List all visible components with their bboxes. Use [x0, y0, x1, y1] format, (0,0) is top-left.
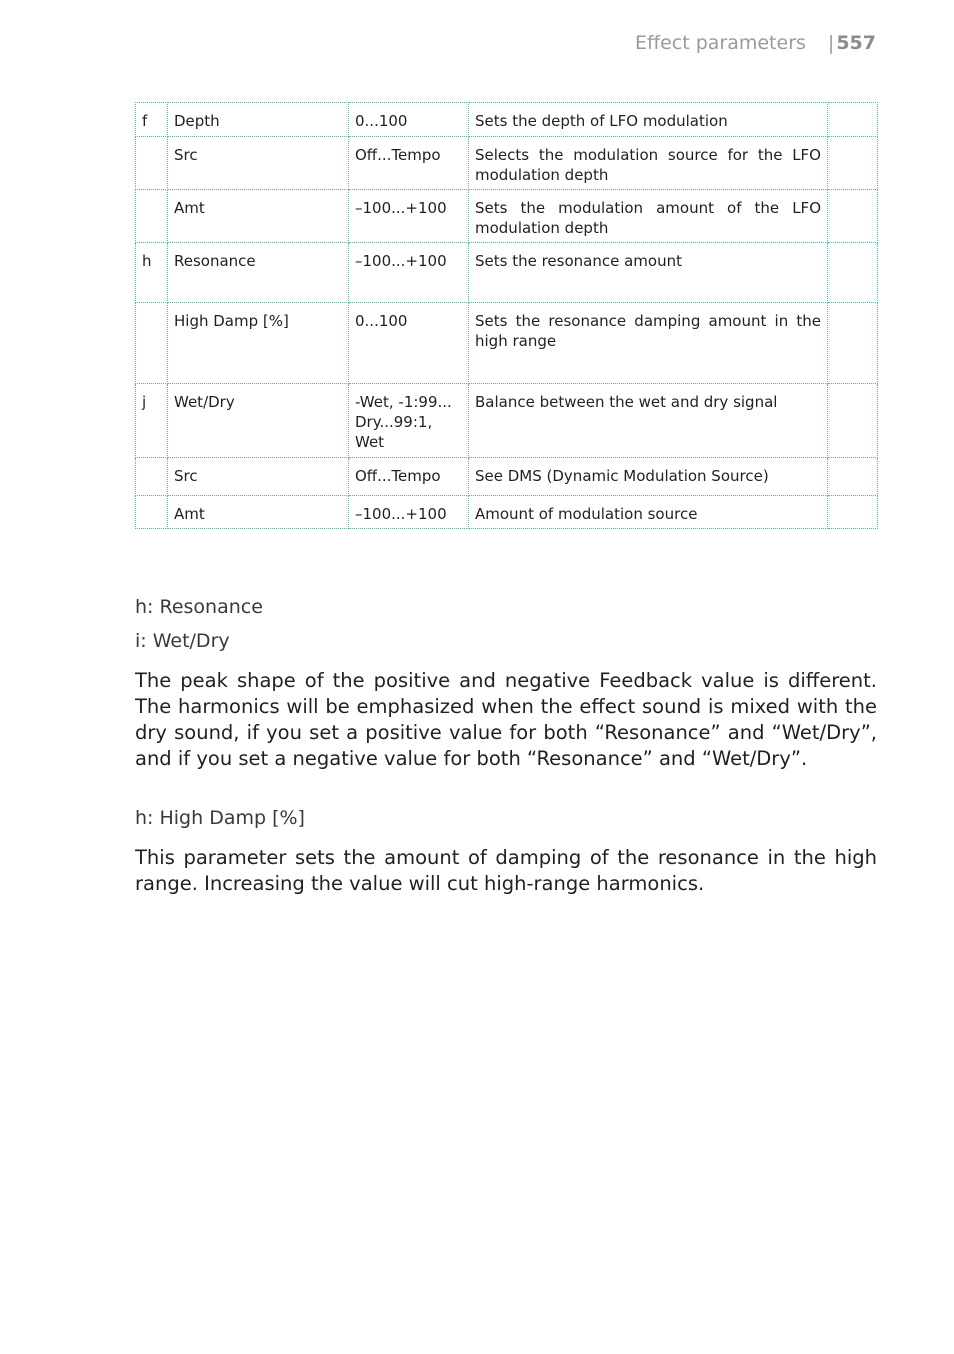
- table-row: [136, 303, 878, 384]
- param-name: Resonance: [168, 243, 349, 303]
- param-desc: Sets the resonance damping amount in the high range: [469, 303, 828, 384]
- heading-wet-dry: i: Wet/Dry: [135, 630, 230, 652]
- param-range: Off...Tempo: [349, 137, 469, 190]
- empty-cell: [828, 303, 878, 384]
- group-cell: [136, 303, 168, 384]
- table-row: [136, 103, 878, 137]
- empty-cell: [828, 243, 878, 303]
- param-desc: Sets the resonance amount: [469, 243, 828, 303]
- empty-cell: [828, 137, 878, 190]
- param-range: -Wet, -1:99... Dry...99:1, Wet: [349, 384, 469, 458]
- group-cell: h: [136, 243, 168, 303]
- group-cell: f: [136, 103, 168, 137]
- param-range: –100...+100: [349, 190, 469, 243]
- table-row: [136, 137, 878, 190]
- param-name: Depth: [168, 103, 349, 137]
- group-cell: [136, 496, 168, 529]
- param-range: –100...+100: [349, 496, 469, 529]
- param-desc: Selects the modulation source for the LFO modulation depth: [469, 137, 828, 190]
- empty-cell: [828, 190, 878, 243]
- paragraph-high-damp: This parameter sets the amount of damping of the resonance in the high range. Increasing the value will cut high-range harmonics.: [135, 846, 877, 895]
- group-cell: [136, 458, 168, 496]
- page-number: 557: [836, 32, 876, 54]
- table-row: [136, 458, 878, 496]
- param-range: Off...Tempo: [349, 458, 469, 496]
- empty-cell: [828, 496, 878, 529]
- param-desc: See DMS (Dynamic Modulation Source): [469, 458, 828, 496]
- param-desc: Sets the modulation amount of the LFO modulation depth: [469, 190, 828, 243]
- table-row: [136, 496, 878, 529]
- table-row: [136, 190, 878, 243]
- parameter-table: [135, 102, 878, 529]
- empty-cell: [828, 103, 878, 137]
- param-desc: Sets the depth of LFO modulation: [469, 103, 828, 137]
- param-name: Src: [168, 137, 349, 190]
- group-cell: j: [136, 384, 168, 458]
- group-cell: [136, 190, 168, 243]
- paragraph-resonance: The peak shape of the positive and negative Feedback value is different. The harmonics will be emphasized when the effect sound is mixed with the dry sound, if you set a positive value for both “Resonance” and “Wet/Dry”, and if you set a negative value for both “Resonance” and “Wet/Dry”.: [135, 669, 877, 770]
- heading-high-damp: h: High Damp [%]: [135, 807, 305, 829]
- param-name: Wet/Dry: [168, 384, 349, 458]
- param-name: Amt: [168, 496, 349, 529]
- table-row: [136, 384, 878, 458]
- param-name: Amt: [168, 190, 349, 243]
- heading-resonance: h: Resonance: [135, 596, 263, 618]
- param-range: 0...100: [349, 103, 469, 137]
- empty-cell: [828, 458, 878, 496]
- param-desc: Balance between the wet and dry signal: [469, 384, 828, 458]
- empty-cell: [828, 384, 878, 458]
- section-title: Effect parameters: [634, 32, 806, 54]
- page-header: [635, 32, 876, 54]
- param-range: –100...+100: [349, 243, 469, 303]
- param-desc: Amount of modulation source: [469, 496, 828, 529]
- group-cell: [136, 137, 168, 190]
- param-name: Src: [168, 458, 349, 496]
- param-range: 0...100: [349, 303, 469, 384]
- table-row: [136, 243, 878, 303]
- param-name: High Damp [%]: [168, 303, 349, 384]
- header-separator: |: [827, 32, 835, 54]
